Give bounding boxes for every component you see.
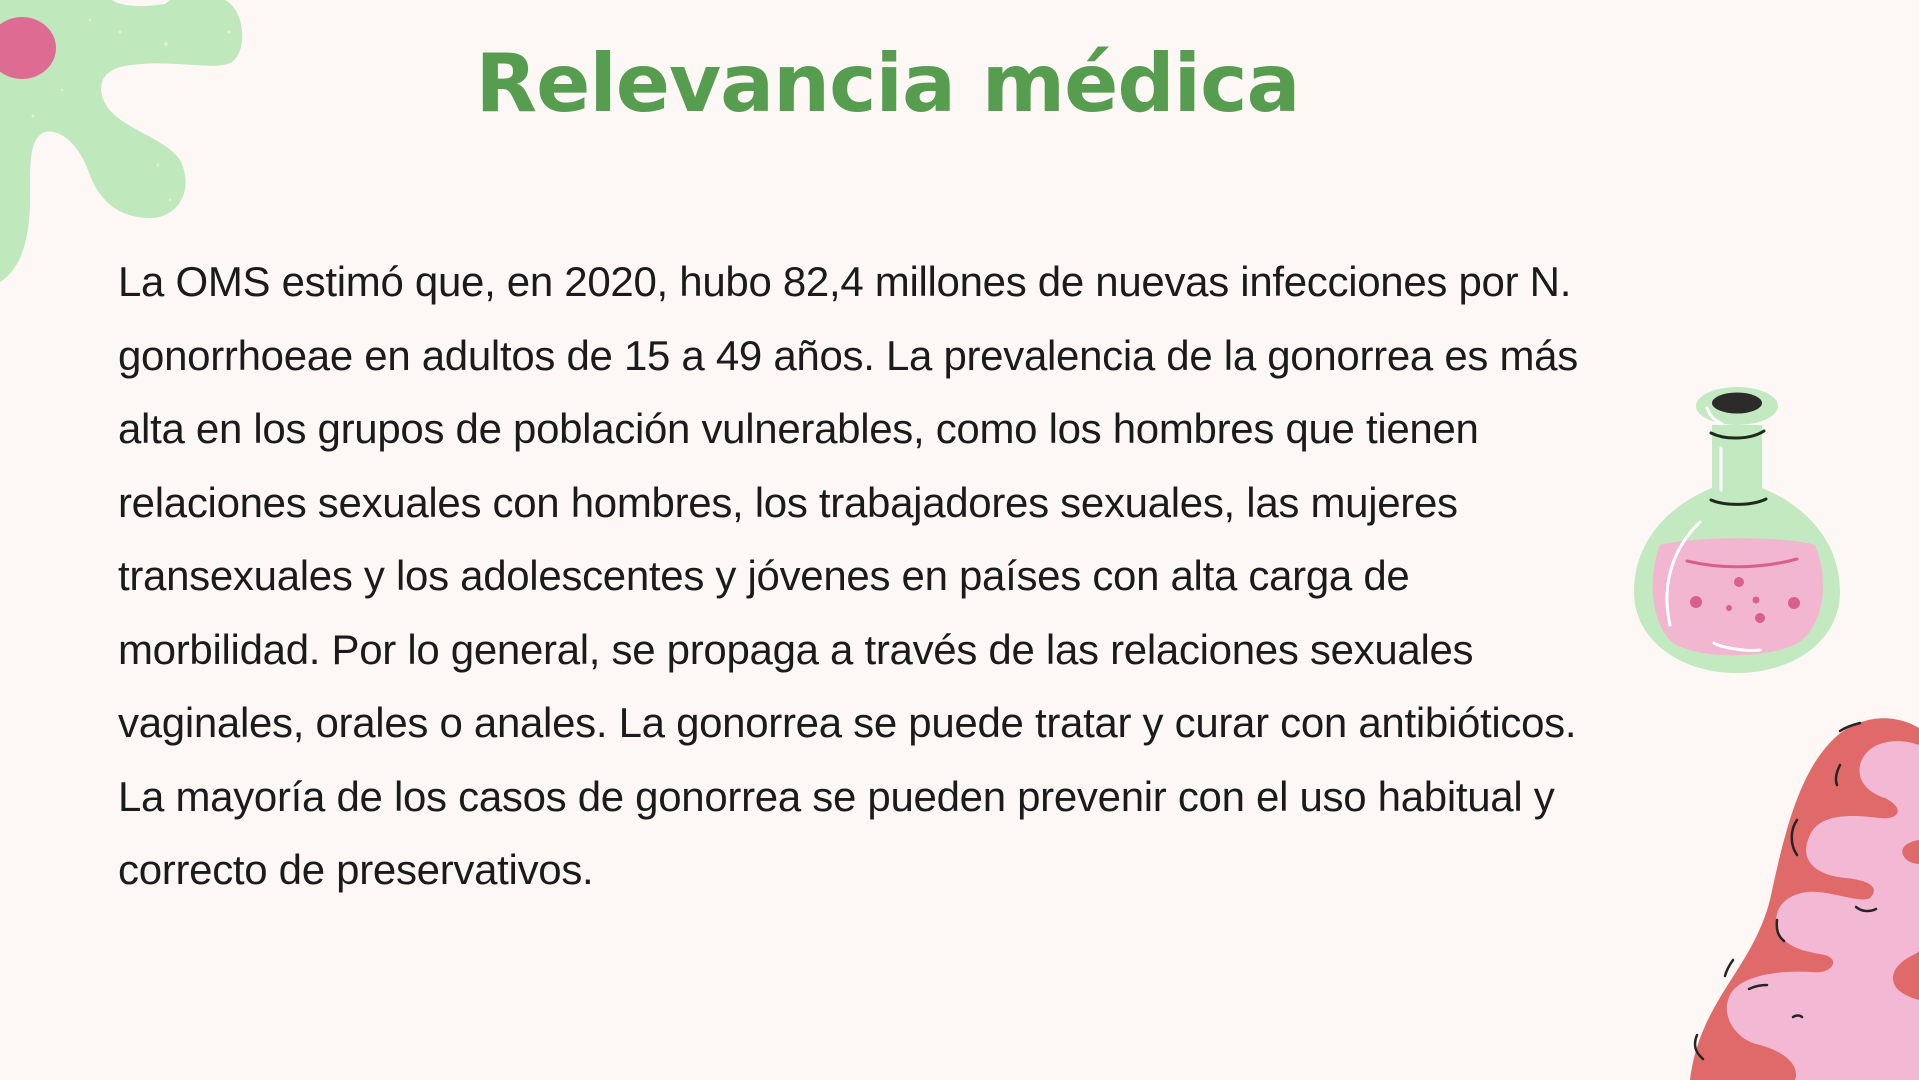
mitochondria-icon <box>1680 700 1919 1080</box>
body-line: La OMS estimó que, en 2020, hubo 82,4 millones de nuevas infecciones por N. <box>118 258 1572 305</box>
body-paragraph <box>118 245 1678 907</box>
body-line: gonorrhoeae en adultos de 15 a 49 años. La prevalencia de la gonorrea es más <box>118 331 1578 379</box>
potion-flask-icon <box>1626 384 1848 680</box>
body-line: relaciones sexuales con hombres, los trabajadores sexuales, las mujeres <box>118 478 1458 526</box>
body-line: alta en los grupos de población vulnerables, como los hombres que tienen <box>118 405 1479 452</box>
body-line: vaginales, orales o anales. La gonorrea se puede tratar y curar con antibióticos. <box>118 699 1577 746</box>
page-title: Relevancia médica <box>475 37 1300 130</box>
body-line: morbilidad. Por lo general, se propaga a través de las relaciones sexuales <box>118 625 1474 673</box>
body-line: transexuales y los adolescentes y jóvenes en países con alta carga de <box>118 552 1410 599</box>
body-line: La mayoría de los casos de gonorrea se pueden prevenir con el uso habitual y <box>118 772 1555 820</box>
body-line: correcto de preservativos. <box>118 846 594 893</box>
